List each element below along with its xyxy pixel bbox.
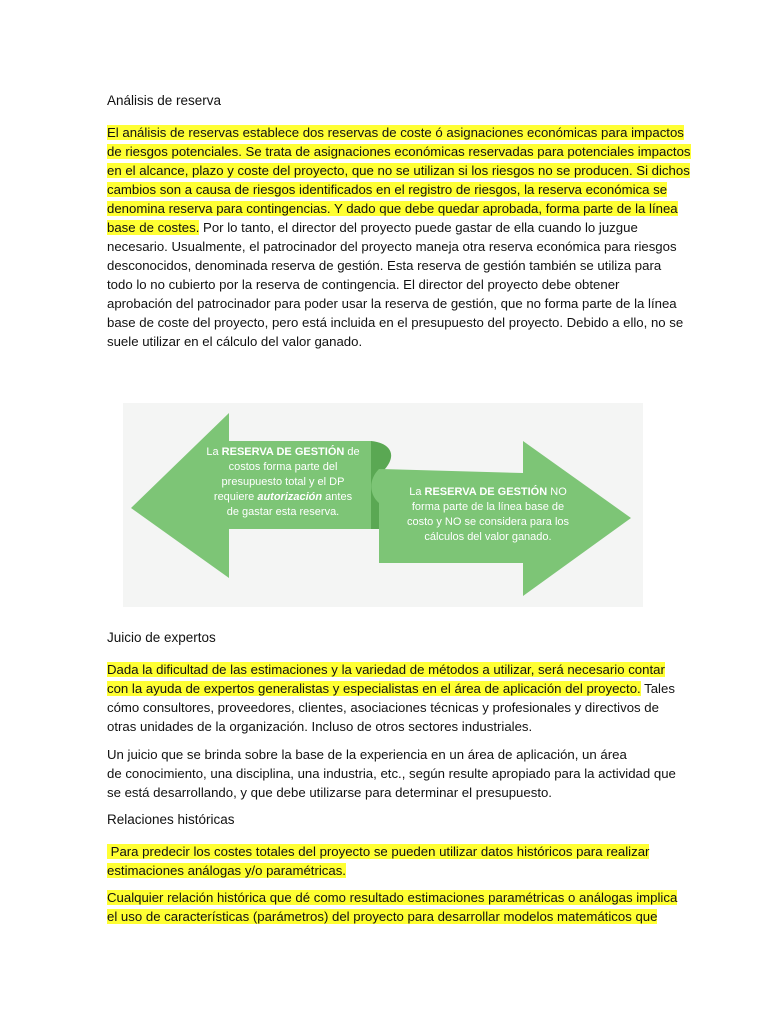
text-line [107,888,678,907]
highlighted-text: con la ayuda de expertos generalistas y especialistas en el área de aplicación del proyecto. [107,681,641,696]
highlighted-text: denomina reserva para contingencias. Y dado que debe quedar aprobada, forma parte de la línea [107,201,678,216]
highlighted-text: el uso de características (parámetros) del proyecto para desarrollar modelos matemáticos que [107,909,658,924]
text-line [107,679,675,698]
highlighted-text: Dada la dificultad de las estimaciones y la variedad de métodos a utilizar, será necesario contar [107,662,665,677]
highlighted-text: en el alcance, plazo y coste del proyecto, que no se utilizan si los riesgos no se producen. Si dichos [107,163,690,178]
highlighted-text: Para predecir los costes totales del proyecto se pueden utilizar datos históricos para realizar [107,844,650,859]
paragraph-analisis-reserva [107,123,691,351]
right-arrow-line-2: forma parte de la línea base de [411,501,565,513]
text-line: desconocidos, denominada reserva de gestión. Esta reserva de gestión también se utiliza para [107,258,662,273]
text-line [107,180,668,199]
text-line: de conocimiento, una disciplina, una industria, etc., según resulte apropiado para la actividad que [107,766,676,781]
left-arrow-line-3: presupuesto total y el DP [221,476,345,488]
text-line: aprobación del patrocinador para poder usar la reserva de gestión, que no forma parte de la línea [107,296,677,311]
left-arrow-line-2: costos forma parte del [228,461,338,473]
text-line [107,199,678,218]
text-line: Un juicio que se brinda sobre la base de la experiencia en un área de aplicación, un área [107,747,627,762]
text-line [107,142,691,161]
highlighted-text: El análisis de reservas establece dos reservas de coste ó asignaciones económicas para impactos [107,125,684,140]
text-line [107,907,658,926]
heading-analisis-reserva: Análisis de reserva [107,93,222,108]
right-arrow-line-4: cálculos del valor ganado. [424,531,552,543]
text-line: otras unidades de la organización. Incluso de otros sectores industriales. [107,719,533,734]
text-line [107,660,665,679]
plain-text: Tales [640,681,675,696]
highlighted-text: de riesgos potenciales. Se trata de asignaciones económicas reservadas para potenciales impactos [107,144,691,159]
heading-relaciones-historicas: Relaciones históricas [107,812,235,827]
text-line: se está desarrollando, y que debe utilizarse para determinar el presupuesto. [107,785,552,800]
text-line: cómo consultores, proveedores, clientes, asociaciones técnicas y profesionales y directivos de [107,700,659,715]
right-arrow-line-1: La RESERVA DE GESTIÓN NO [409,486,567,498]
left-arrow-line-5: de gastar esta reserva. [226,506,340,518]
text-line: base de coste del proyecto, pero está incluida en el presupuesto del proyecto. Debido a ello, no se [107,315,684,330]
text-line: todo lo no cubierto por la reserva de contingencia. El director del proyecto debe obtener [107,277,620,292]
highlighted-text: estimaciones análogas y/o paramétricas. [107,863,346,878]
text-line [107,218,637,237]
text-line: necesario. Usualmente, el patrocinador del proyecto maneja otra reserva económica para riesgos [107,239,677,254]
paragraph-relaciones-1 [107,842,650,880]
reserve-arrows-figure [123,403,643,607]
text-line [107,123,684,142]
right-arrow-line-3: costo y NO se considera para los [406,516,570,528]
text-line [107,161,690,180]
paragraph-relaciones-2 [107,888,678,926]
left-arrow-line-1: La RESERVA DE GESTIÓN de [206,446,360,458]
left-arrow-line-4: requiere autorización antes [213,491,353,503]
highlighted-text: Cualquier relación histórica que dé como resultado estimaciones paramétricas o análogas implica [107,890,678,905]
paragraph-juicio-definicion [107,745,676,802]
highlighted-text: cambios son a causa de riesgos identificados en el registro de riesgos, la reserva económica se [107,182,668,197]
paragraph-juicio-expertos [107,660,675,736]
text-line [107,842,650,861]
text-line [107,861,637,880]
heading-juicio-expertos: Juicio de expertos [107,630,216,645]
plain-text: Por lo tanto, el director del proyecto puede gastar de ella cuando lo juzgue [199,220,638,235]
text-line: suele utilizar en el cálculo del valor ganado. [107,334,363,349]
highlighted-text: base de costes. [107,220,200,235]
